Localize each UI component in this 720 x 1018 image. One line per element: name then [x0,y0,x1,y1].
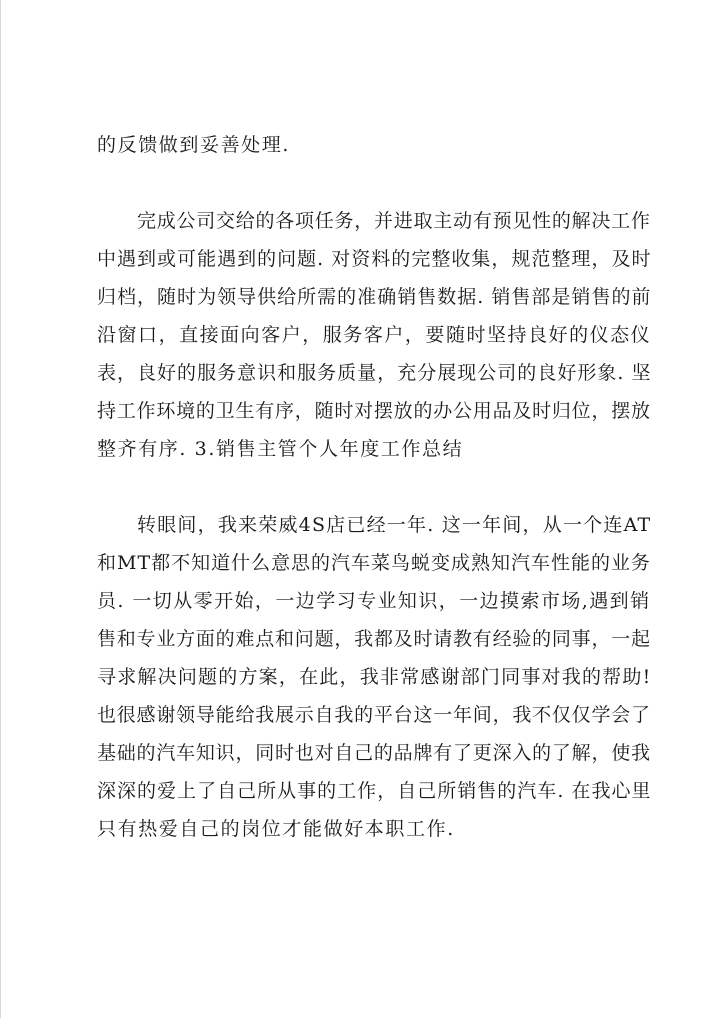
text-line: 员. 一切从零开始，一边学习专业知识，一边摸索市场,遇到销 [97,590,651,612]
text-line: 的反馈做到妥善处理. [97,134,291,156]
text-line: 寻求解决问题的方案，在此，我非常感谢部门同事对我的帮助! [97,666,652,688]
text-line: 沿窗口，直接面向客户，服务客户，要随时坚持良好的仪态仪 [97,324,652,346]
text-line: 转眼间，我来荣威4S店已经一年. 这一年间，从一个连AT [137,514,652,536]
text-line: 中遇到或可能遇到的问题. 对资料的完整收集，规范整理，及时 [97,248,652,270]
text-line: 表，良好的服务意识和服务质量，充分展现公司的良好形象. 坚 [97,362,652,384]
text-line: 深深的爱上了自己所从事的工作，自己所销售的汽车. 在我心里 [97,780,652,802]
text-line: 基础的汽车知识，同时也对自己的品牌有了更深入的了解，使我 [97,742,651,764]
text-line: 也很感谢领导能给我展示自我的平台这一年间，我不仅仅学会了 [97,704,651,726]
text-line: 售和专业方面的难点和问题，我都及时请教有经验的同事，一起 [97,628,651,650]
text-line: 和MT都不知道什么意思的汽车菜鸟蜕变成熟知汽车性能的业务 [97,552,651,574]
text-line: 归档，随时为领导供给所需的准确销售数据. 销售部是销售的前 [97,286,652,308]
text-line: 完成公司交给的各项任务，并进取主动有预见性的解决工作 [137,210,651,232]
text-line: 持工作环境的卫生有序，随时对摆放的办公用品及时归位，摆放 [97,400,651,422]
text-line: 整齐有序. 3.销售主管个人年度工作总结 [97,438,464,460]
text-line: 只有热爱自己的岗位才能做好本职工作. [97,818,455,840]
